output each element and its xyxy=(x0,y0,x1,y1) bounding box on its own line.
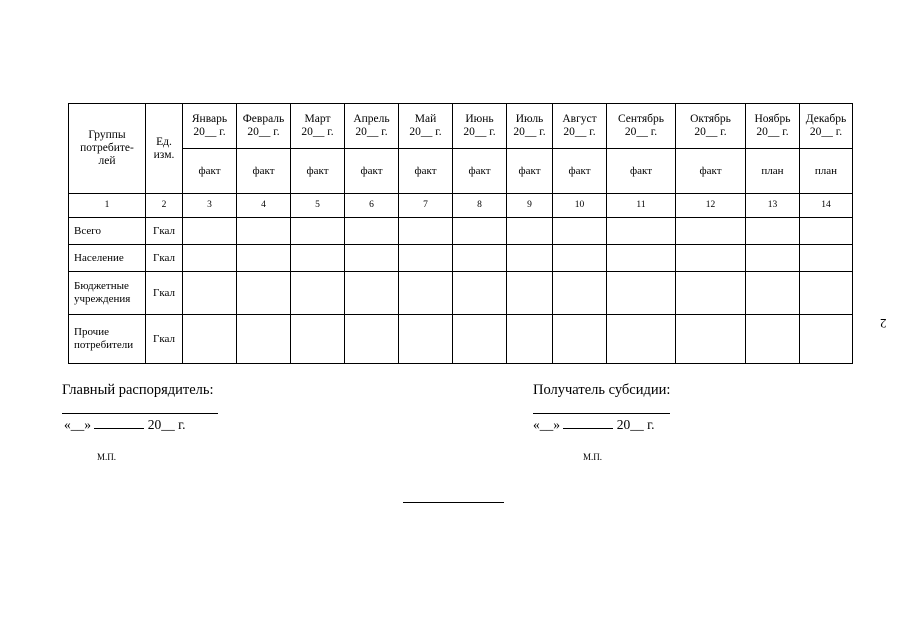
value-cell[interactable] xyxy=(607,245,676,272)
right-signatory-title: Получатель субсидии: xyxy=(533,382,671,398)
column-number: 10 xyxy=(553,194,607,218)
value-cell[interactable] xyxy=(345,218,399,245)
table-row xyxy=(69,272,853,315)
value-cell[interactable] xyxy=(345,315,399,364)
value-cell[interactable] xyxy=(237,272,291,315)
row-group-label: Прочие потребители xyxy=(69,315,146,364)
value-cell[interactable] xyxy=(507,315,553,364)
header-month: Июль 20__ г. xyxy=(507,104,553,149)
header-month: Февраль 20__ г. xyxy=(237,104,291,149)
value-cell[interactable] xyxy=(183,315,237,364)
value-cell[interactable] xyxy=(399,218,453,245)
row-unit: Гкал xyxy=(146,245,183,272)
right-signature-line[interactable] xyxy=(533,413,670,414)
value-cell[interactable] xyxy=(453,315,507,364)
value-cell[interactable] xyxy=(453,218,507,245)
header-month: Июнь 20__ г. xyxy=(453,104,507,149)
header-kind: факт xyxy=(237,149,291,194)
header-kind: факт xyxy=(345,149,399,194)
header-month: Январь 20__ г. xyxy=(183,104,237,149)
header-consumer-group: Группы потребите- лей xyxy=(69,104,146,194)
left-date-month-blank[interactable] xyxy=(94,428,144,429)
row-unit: Гкал xyxy=(146,218,183,245)
column-number: 14 xyxy=(800,194,853,218)
header-kind: факт xyxy=(453,149,507,194)
value-cell[interactable] xyxy=(183,272,237,315)
table-row xyxy=(69,245,853,272)
value-cell[interactable] xyxy=(553,315,607,364)
left-signature-line[interactable] xyxy=(62,413,218,414)
row-group-label: Население xyxy=(69,245,146,272)
value-cell[interactable] xyxy=(553,245,607,272)
value-cell[interactable] xyxy=(553,218,607,245)
value-cell[interactable] xyxy=(291,315,345,364)
value-cell[interactable] xyxy=(676,218,746,245)
column-number: 9 xyxy=(507,194,553,218)
header-month: Май 20__ г. xyxy=(399,104,453,149)
value-cell[interactable] xyxy=(676,245,746,272)
value-cell[interactable] xyxy=(746,272,800,315)
column-number: 13 xyxy=(746,194,800,218)
header-kind: план xyxy=(746,149,800,194)
value-cell[interactable] xyxy=(507,218,553,245)
column-number: 1 xyxy=(69,194,146,218)
column-number: 6 xyxy=(345,194,399,218)
header-unit: Ед. изм. xyxy=(146,104,183,194)
header-kind: факт xyxy=(676,149,746,194)
header-kind: план xyxy=(800,149,853,194)
column-number: 5 xyxy=(291,194,345,218)
column-number: 3 xyxy=(183,194,237,218)
value-cell[interactable] xyxy=(237,245,291,272)
left-date: «__» 20__ г. xyxy=(64,417,186,432)
value-cell[interactable] xyxy=(553,272,607,315)
value-cell[interactable] xyxy=(676,315,746,364)
column-number: 11 xyxy=(607,194,676,218)
value-cell[interactable] xyxy=(291,245,345,272)
value-cell[interactable] xyxy=(345,245,399,272)
value-cell[interactable] xyxy=(746,245,800,272)
value-cell[interactable] xyxy=(291,272,345,315)
left-signatory-title: Главный распорядитель: xyxy=(62,382,214,398)
value-cell[interactable] xyxy=(676,272,746,315)
table-row xyxy=(69,218,853,245)
value-cell[interactable] xyxy=(453,272,507,315)
value-cell[interactable] xyxy=(507,245,553,272)
left-stamp-mark: М.П. xyxy=(97,452,117,462)
header-month: Сентябрь 20__ г. xyxy=(607,104,676,149)
value-cell[interactable] xyxy=(507,272,553,315)
header-month: Апрель 20__ г. xyxy=(345,104,399,149)
end-rule xyxy=(403,502,504,503)
value-cell[interactable] xyxy=(800,218,853,245)
header-kind: факт xyxy=(291,149,345,194)
value-cell[interactable] xyxy=(607,218,676,245)
value-cell[interactable] xyxy=(607,272,676,315)
value-cell[interactable] xyxy=(399,245,453,272)
column-number: 2 xyxy=(146,194,183,218)
value-cell[interactable] xyxy=(800,272,853,315)
right-date-month-blank[interactable] xyxy=(563,428,613,429)
header-month: Октябрь 20__ г. xyxy=(676,104,746,149)
value-cell[interactable] xyxy=(800,315,853,364)
header-month: Декабрь 20__ г. xyxy=(800,104,853,149)
value-cell[interactable] xyxy=(746,218,800,245)
column-number: 7 xyxy=(399,194,453,218)
value-cell[interactable] xyxy=(607,315,676,364)
value-cell[interactable] xyxy=(399,315,453,364)
column-number: 4 xyxy=(237,194,291,218)
header-month: Август 20__ г. xyxy=(553,104,607,149)
header-kind: факт xyxy=(183,149,237,194)
header-kind: факт xyxy=(553,149,607,194)
header-month: Март 20__ г. xyxy=(291,104,345,149)
right-stamp-mark: М.П. xyxy=(583,452,603,462)
value-cell[interactable] xyxy=(237,315,291,364)
row-group-label: Бюджетные учреждения xyxy=(69,272,146,315)
page-number: 2 xyxy=(880,316,887,331)
value-cell[interactable] xyxy=(800,245,853,272)
row-group-label: Всего xyxy=(69,218,146,245)
row-unit: Гкал xyxy=(146,315,183,364)
row-unit: Гкал xyxy=(146,272,183,315)
value-cell[interactable] xyxy=(746,315,800,364)
value-cell[interactable] xyxy=(237,218,291,245)
value-cell[interactable] xyxy=(183,245,237,272)
table-row xyxy=(69,315,853,364)
value-cell[interactable] xyxy=(399,272,453,315)
value-cell[interactable] xyxy=(453,245,507,272)
header-kind: факт xyxy=(399,149,453,194)
column-number: 12 xyxy=(676,194,746,218)
column-number: 8 xyxy=(453,194,507,218)
header-kind: факт xyxy=(607,149,676,194)
value-cell[interactable] xyxy=(183,218,237,245)
right-date: «__» 20__ г. xyxy=(533,417,655,432)
value-cell[interactable] xyxy=(291,218,345,245)
value-cell[interactable] xyxy=(345,272,399,315)
header-kind: факт xyxy=(507,149,553,194)
header-month: Ноябрь 20__ г. xyxy=(746,104,800,149)
consumption-table xyxy=(68,103,853,364)
